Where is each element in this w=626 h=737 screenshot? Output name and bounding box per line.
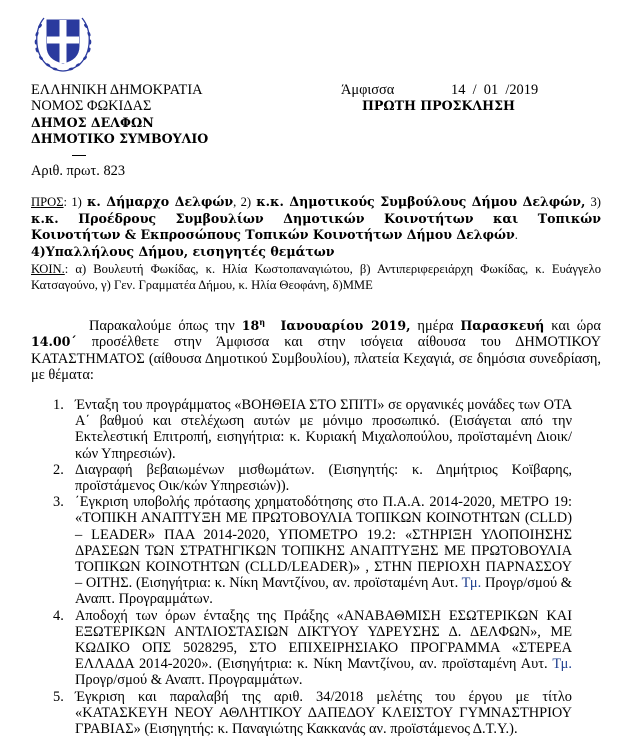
meeting-time: 14.00΄ [31,334,77,350]
dept-abbrev: Τμ. [552,656,572,673]
org-line-municipality: ΔΗΜΟΣ ΔΕΛΦΩΝ [31,115,154,130]
place: Άμφισσα [341,82,395,98]
agenda-item: 2. Διαγραφή βεβαιωμένων μισθωμάτων. (Εισηγητής: κ. Δημήτριος Κοϊβαρης, προϊστάμενος Οικ/κών Υπηρεσιών)). [53,461,572,495]
invitation-title: ΠΡΩΤΗ ΠΡΟΣΚΛΗΣΗ [362,98,515,113]
org-line-prefecture: ΝΟΜΟΣ ΦΩΚΙΔΑΣ [31,98,152,114]
cc-recipients [31,261,601,294]
agenda-item: 4. Αποδοχή των όρων ένταξης της Πράξης «ΑΝΑΒΑΘΜΙΣΗ ΕΣΩΤΕΡΙΚΩΝ ΚΑΙ ΕΞΩΤΕΡΙΚΩΝ ΑΝΤΛΙΟΣΤΑΣΙΩΝ ΔΙΚΤΥΟΥ ΥΔΡΕΥΣΗΣ Δ. ΔΕΛΦΩΝ», ΜΕ ΚΩΔΙΚΟ ΟΠΣ 5028295, ΣΤΟ ΕΠΙΧΕΙΡΗΣΙΑΚΟ ΠΡΟΓΡΑΜΜΑ «ΣΤΕΡΕΑ ΕΛΛΑΔΑ 2014-2020». (Εισηγήτρια: κ. Νίκη Μαντζίνου, αν. προϊσταμένη Αυτ. Τμ. Προγρ/σμού & Αναπτ. Προγραμμάτων. [53,607,572,689]
meeting-month-year: Ιανουαρίου 2019, [280,318,411,333]
protocol-label: Αριθ. πρωτ. [31,163,100,179]
agenda-item: 3. ΄Εγκριση υποβολής πρότασης χρηματοδότησης στο Π.Α.Α. 2014-2020, ΜΕΤΡΟ 19: «ΤΟΠΙΚΗ ΑΝΑΠΤΥΞΗ ΜΕ ΠΡΩΤΟΒΟΥΛΙΑ ΤΟΠΙΚΩΝ ΚΟΙΝΟΤΗΤΩΝ (CLLD) – LEADER» ΠΑΑ 2014-2020, ΥΠΟΜΕΤΡΟ 19.2: «ΣΤΗΡΙΞΗ ΥΛΟΠΟΙΗΣΗΣ ΔΡΑΣΕΩΝ ΤΩΝ ΣΤΡΑΤΗΓΙΚΩΝ ΤΟΠΙΚΗΣ ΑΝΑΠΤΥΞΗΣ ΜΕ ΠΡΩΤΟΒΟΥΛΙΑ ΤΟΠΙΚΩΝ ΚΟΙΝΟΤΗΤΩΝ (CLLD/LEADER)» , ΣΤΗΝ ΠΕΡΙΟΧΗ ΠΑΡΝΑΣΣΟΥ – ΟΙΤΗΣ. (Εισηγήτρια: κ. Νίκη Μαντζίνου, αν. προϊσταμένη Αυτ. Τμ. Προγρ/σμού & Αναπτ. Προγραμμάτων. [53,494,572,608]
overline-mark [72,155,86,156]
to-recipients: ΠΡΟΣ: 1) κ. Δήμαρχο Δελφών, 2) κ.κ. Δημοτικούς Συμβούλους Δήμου Δελφών, 3) κ.κ. Προέδρους Συμβουλίων Δημοτικών Κοινοτήτων και Τοπικών Κοινοτήτων & Εκπροσώπους Τοπικών Κοινοτήτων Δήμου Δελφών. [31,194,601,243]
cc-text: : α) Βουλευτή Φωκίδας, κ. Ηλία Κωστοπαναγιώτου, β) Αντιπεριφερειάρχη Φωκίδας, κ. Ευάγγελο Κατσαγούνο, γ) Γεν. Γραμματέα Δήμου, κ. Ηλία Θεοφάνη, δ)ΜΜΕ [31,261,601,293]
org-line-council: ΔΗΜΟΤΙΚΟ ΣΥΜΒΟΥΛΙΟ [31,131,209,146]
to-label: ΠΡΟΣ [31,195,64,209]
dept-abbrev: Τμ. [461,575,482,592]
protocol-number: 823 [103,163,126,179]
greek-coat-of-arms-icon [30,8,96,74]
recipient-employees: 4)Υπαλλήλους Δήμου, εισηγητές θεμάτων [31,244,335,260]
agenda-item: 1. Ένταξη του προγράμματος «ΒΟΗΘΕΙΑ ΣΤΟ ΣΠΙΤΙ» σε οργανικές μονάδες των ΟΤΑ Α΄ βαθμού και στελέχωση αυτών με μόνιμο προσωπικό. (Εισάγεται από την Εκτελεστική Επιτροπή, εισηγήτρια: κ. Κυριακή Μιχαλοπούλου, προϊσταμένη Διοικ/κών Υπηρεσιών). [53,397,572,462]
protocol-line [31,163,125,180]
date: 14 / 01 /2019 [451,82,539,98]
recipients-block [31,194,601,294]
org-line-republic: ΕΛΛΗΝΙΚΗ ΔΗΜΟΚΡΑΤΙΑ [31,82,203,98]
recipient-councillors: κ.κ. Δημοτικούς Συμβούλους Δήμου Δελφών, [256,194,586,209]
agenda-list [0,397,626,737]
meeting-day: 18 [241,318,260,333]
cc-label: ΚΟΙΝ. [31,261,65,276]
recipient-presidents: κ.κ. Προέδρους Συμβουλίων Δημοτικών Κοινοτήτων και Τοπικών Κοινοτήτων & Εκπροσώπους Τοπικών Κοινοτήτων Δήμου Δελφών [31,210,601,243]
agenda-item: 5. Έγκριση και παραλαβή της αριθ. 34/2018 μελέτης του έργου με τίτλο «ΚΑΤΑΣΚΕΥΗ ΝΕΟΥ ΑΘΛΗΤΙΚΟΥ ΔΑΠΕΔΟΥ ΚΛΕΙΣΤΟΥ ΓΥΜΝΑΣΤΗΡΙΟΥ ΓΡΑΒΙΑΣ» (Εισηγητής: κ. Παναγιώτης Κακκανάς αν. προϊστάμενος Δ.Τ.Υ.). [53,688,572,737]
recipient-mayor: κ. Δήμαρχο Δελφών [86,194,234,209]
invitation-paragraph: Παρακαλούμε όπως την $18^\eta$ Ιανουαρίου 2019, ημέρα Παρασκευή και ώρα 14.00΄ προσέλθετε στην Άμφισσα και στην ισόγεια αίθουσα του ΔΗΜΟΤΙΚΟΥ ΚΑΤΑΣΤΗΜΑΤΟΣ (αίθουσα Δημοτικού Συμβουλίου), πλατεία Κεχαγιά, σε δημόσια συνεδρίαση, με θέματα: [31,317,601,384]
meeting-weekday: Παρασκευή [460,318,545,333]
